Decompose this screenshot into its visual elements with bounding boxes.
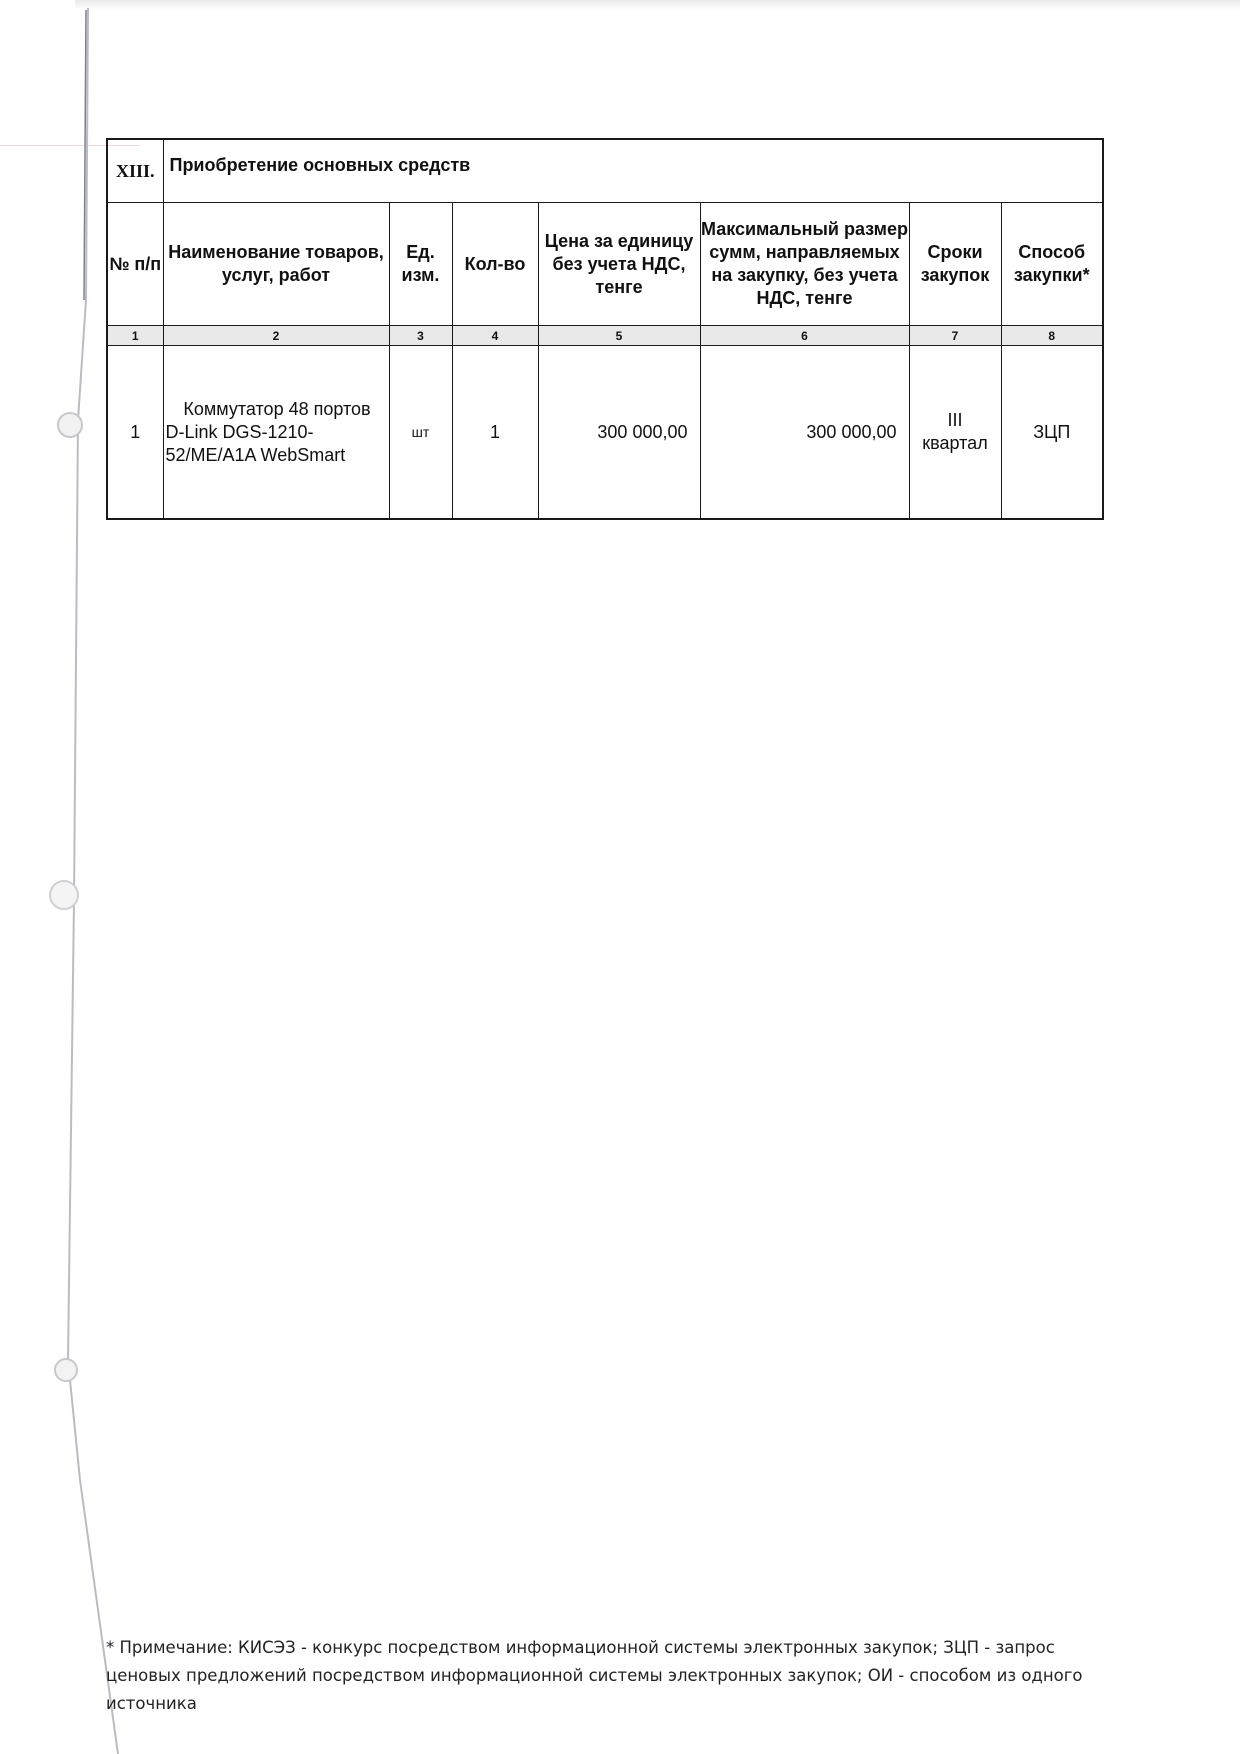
item-term [909, 346, 1001, 520]
section-title: Приобретение основных средств [163, 139, 1103, 203]
item-unit-price: 300 000,00 [538, 346, 700, 520]
column-number: 3 [389, 326, 452, 346]
table-row [107, 346, 1103, 520]
section-header-row [107, 139, 1103, 203]
column-number: 5 [538, 326, 700, 346]
header-terms: Сроки закупок [909, 203, 1001, 326]
column-number: 6 [700, 326, 909, 346]
header-number: № п/п [107, 203, 163, 326]
item-method: ЗЦП [1001, 346, 1103, 520]
header-unit: Ед. изм. [389, 203, 452, 326]
footnote: * Примечание: КИСЭЗ - конкурс посредством информационной системы электронных закупок; ЗЦП - запрос ценовых предложений посредством информационной системы электронных закупок; ОИ - способом из одного источника [106, 1638, 1083, 1713]
column-number: 1 [107, 326, 163, 346]
header-name: Наименование товаров, услуг, работ [163, 203, 389, 326]
item-term-line: квартал [922, 433, 988, 453]
column-number: 8 [1001, 326, 1103, 346]
header-max-sum: Максимальный размер сумм, направляемых на закупку, без учета НДС, тенге [700, 203, 909, 326]
item-term-line: III [947, 410, 963, 430]
item-name-line: 52/ME/A1A WebSmart [165, 444, 346, 465]
scan-edge-shadow [75, 0, 1240, 10]
item-unit: шт [389, 346, 452, 520]
header-method: Способ закупки* [1001, 203, 1103, 326]
column-number: 2 [163, 326, 389, 346]
purchase-table [106, 138, 1104, 520]
item-quantity: 1 [452, 346, 538, 520]
column-number: 7 [909, 326, 1001, 346]
item-name-line: D-Link DGS-1210- [165, 421, 314, 442]
section-number: XIII. [107, 139, 163, 203]
item-name-line: Коммутатор 48 портов [183, 398, 371, 419]
header-quantity: Кол-во [452, 203, 538, 326]
item-name [163, 346, 389, 520]
item-max-sum: 300 000,00 [700, 346, 909, 520]
column-number: 4 [452, 326, 538, 346]
column-number-row [107, 326, 1103, 346]
column-header-row [107, 203, 1103, 326]
header-unit-price: Цена за единицу без учета НДС, тенге [538, 203, 700, 326]
row-number: 1 [107, 346, 163, 520]
